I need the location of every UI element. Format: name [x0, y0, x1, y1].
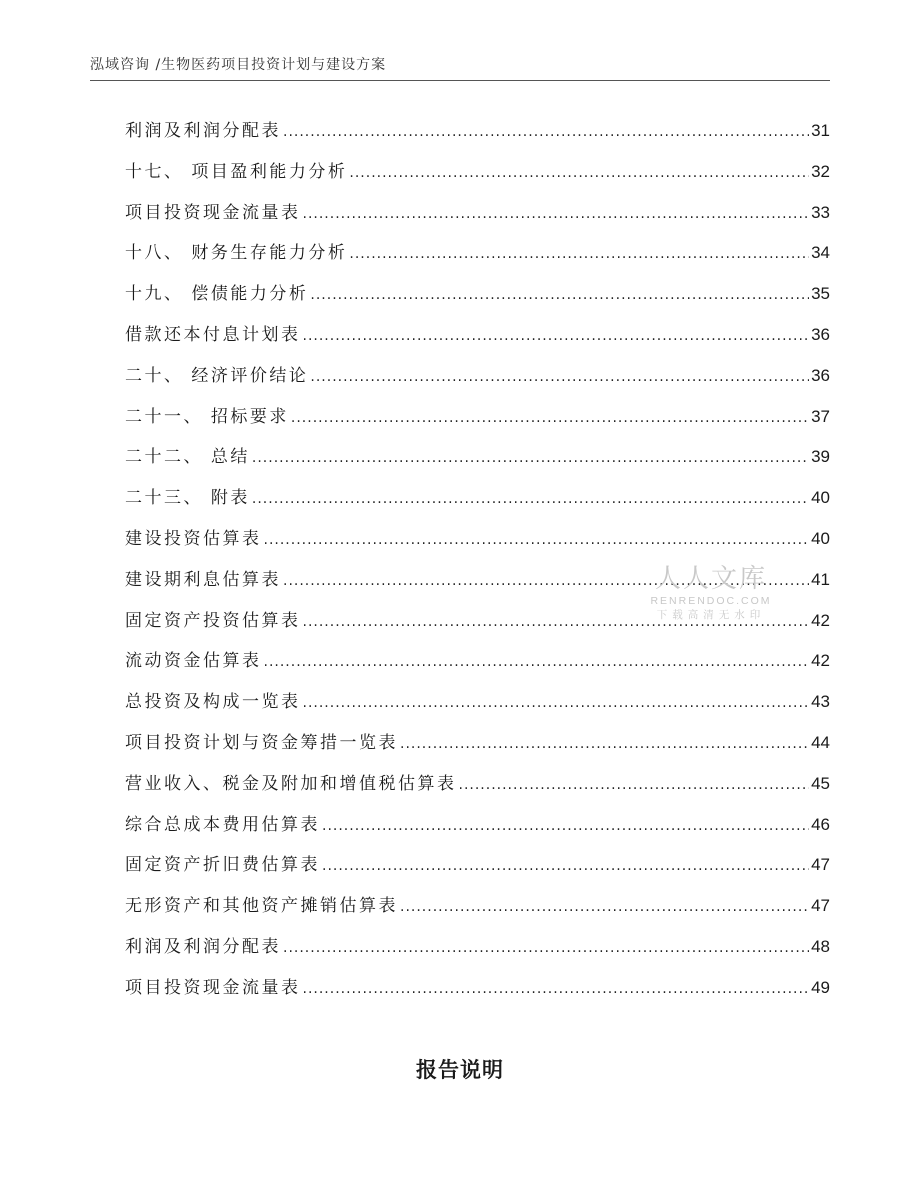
toc-entry[interactable] — [125, 361, 830, 402]
toc-dot-leader — [322, 858, 809, 874]
toc-entry[interactable] — [125, 116, 830, 157]
toc-entry[interactable] — [125, 320, 830, 361]
toc-entry-title: 十九、 偿债能力分析 — [125, 284, 309, 305]
toc-dot-leader — [303, 328, 810, 344]
toc-entry-title: 二十二、 总结 — [125, 447, 250, 468]
watermark-logo — [646, 564, 776, 622]
toc-page-number: 39 — [811, 447, 830, 467]
section-heading: 报告说明 — [416, 1058, 504, 1082]
toc-entry[interactable] — [125, 728, 830, 769]
toc-entry-title: 项目投资现金流量表 — [125, 202, 301, 223]
toc-page-number: 45 — [811, 773, 830, 793]
toc-page-number: 41 — [811, 569, 830, 589]
toc-entry-title: 十七、 项目盈利能力分析 — [125, 161, 348, 182]
toc-entry[interactable] — [125, 891, 830, 932]
toc-entry-title: 二十、 经济评价结论 — [125, 365, 309, 386]
toc-entry[interactable] — [125, 646, 830, 687]
toc-page-number: 47 — [811, 855, 830, 875]
toc-page-number: 37 — [811, 406, 830, 426]
toc-entry-title: 固定资产折旧费估算表 — [125, 855, 320, 876]
toc-entry-title: 利润及利润分配表 — [125, 121, 281, 141]
toc-entry[interactable] — [125, 198, 830, 239]
toc-dot-leader — [291, 410, 809, 426]
toc-dot-leader — [283, 124, 809, 140]
toc-entry-title: 借款还本付息计划表 — [125, 324, 301, 345]
toc-page-number: 36 — [811, 365, 830, 385]
toc-dot-leader — [322, 818, 809, 834]
toc-entry-title: 固定资产投资估算表 — [125, 610, 301, 631]
toc-dot-leader — [459, 777, 810, 793]
toc-page-number: 40 — [811, 488, 830, 508]
toc-entry-title: 建设投资估算表 — [125, 528, 262, 549]
running-header: 泓域咨询 /生物医药项目投资计划与建设方案 — [90, 57, 387, 73]
toc-entry-title: 十八、 财务生存能力分析 — [125, 243, 348, 264]
toc-entry-title: 无形资产和其他资产摊销估算表 — [125, 896, 398, 917]
toc-page-number: 36 — [811, 324, 830, 344]
toc-dot-leader — [264, 532, 810, 548]
toc-entry[interactable] — [125, 973, 830, 1014]
toc-entry[interactable] — [125, 932, 830, 973]
toc-page-number: 32 — [811, 161, 830, 181]
toc-page-number: 33 — [811, 202, 830, 222]
toc-entry-title: 综合总成本费用估算表 — [125, 814, 320, 835]
toc-entry[interactable] — [125, 850, 830, 891]
toc-entry[interactable] — [125, 279, 830, 320]
toc-dot-leader — [400, 736, 809, 752]
toc-dot-leader — [303, 695, 810, 711]
toc-page-number: 31 — [811, 121, 830, 140]
toc-entry-title: 总投资及构成一览表 — [125, 692, 301, 713]
toc-page-number: 42 — [811, 651, 830, 671]
toc-entry[interactable] — [125, 769, 830, 810]
toc-page-number: 49 — [811, 977, 830, 997]
toc-dot-leader — [349, 165, 809, 181]
toc-page-number: 48 — [811, 936, 830, 956]
toc-dot-leader — [303, 206, 810, 222]
toc-page-number: 47 — [811, 896, 830, 916]
toc-dot-leader — [400, 899, 809, 915]
toc-dot-leader — [310, 287, 809, 303]
toc-entry[interactable] — [125, 157, 830, 198]
toc-entry-title: 项目投资现金流量表 — [125, 977, 301, 998]
toc-entry[interactable] — [125, 238, 830, 279]
toc-dot-leader — [349, 246, 809, 262]
toc-entry[interactable] — [125, 810, 830, 851]
toc-dot-leader — [252, 491, 809, 507]
toc-entry-title: 二十三、 附表 — [125, 488, 250, 509]
watermark-url: RENRENDOC.COM — [650, 595, 772, 607]
toc-page-number: 34 — [811, 243, 830, 263]
toc-page-number: 43 — [811, 692, 830, 712]
toc-dot-leader — [264, 654, 810, 670]
toc-page-number: 46 — [811, 814, 830, 834]
toc-dot-leader — [283, 940, 809, 956]
toc-entry[interactable] — [125, 483, 830, 524]
toc-page-number: 40 — [811, 528, 830, 548]
toc-page-number: 44 — [811, 732, 830, 752]
toc-dot-leader — [303, 981, 810, 997]
toc-entry[interactable] — [125, 687, 830, 728]
watermark-tagline: 下载高清无水印 — [656, 609, 766, 621]
toc-page-number: 35 — [811, 284, 830, 304]
toc-entry[interactable] — [125, 524, 830, 565]
toc-entry-title: 二十一、 招标要求 — [125, 406, 289, 427]
toc-dot-leader — [252, 450, 809, 466]
toc-page-number: 42 — [811, 610, 830, 630]
toc-entry-title: 营业收入、税金及附加和增值税估算表 — [125, 773, 457, 794]
toc-entry-title: 项目投资计划与资金筹措一览表 — [125, 732, 398, 753]
toc-entry-title: 流动资金估算表 — [125, 651, 262, 672]
toc-entry-title: 建设期利息估算表 — [125, 569, 281, 590]
toc-entry[interactable] — [125, 402, 830, 443]
toc-entry-title: 利润及利润分配表 — [125, 936, 281, 957]
toc-dot-leader — [310, 369, 809, 385]
toc-entry[interactable] — [125, 442, 830, 483]
watermark-brand: 人人文库 — [654, 564, 767, 594]
header-divider — [90, 80, 830, 81]
